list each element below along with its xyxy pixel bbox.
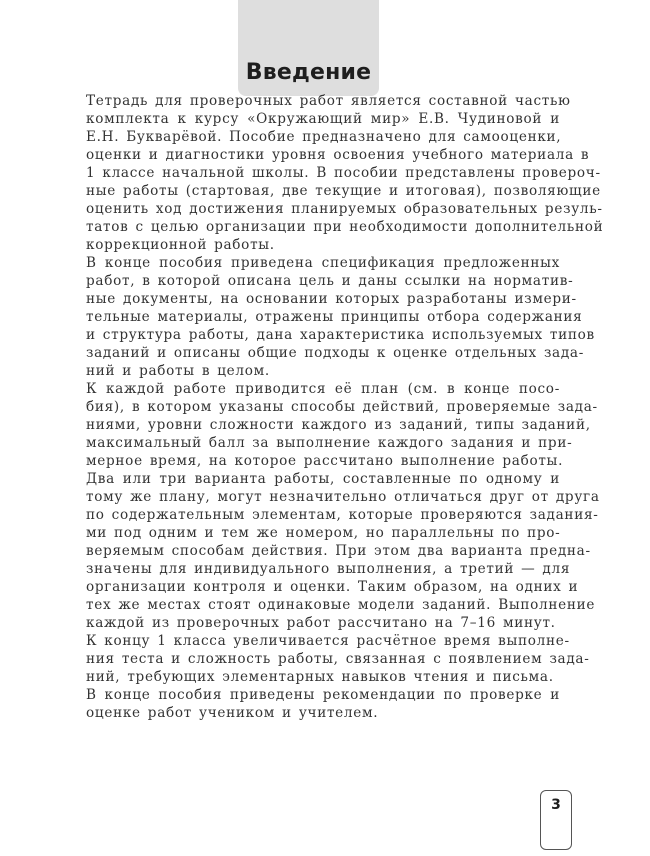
text-line: оценке работ учеником и учителем.: [86, 705, 379, 721]
text-line: каждой из проверочных работ рассчитано на 7–16 минут.: [86, 615, 556, 631]
text-line: оценить ход достижения планируемых образовательных резуль-: [86, 201, 603, 217]
text-line: комплекта к курсу «Окружающий мир» Е.В. Чудиновой и: [86, 111, 560, 127]
text-line: ные работы (стартовая, две текущие и итоговая), позволяющие: [86, 183, 601, 199]
page-title: Введение: [245, 60, 372, 85]
text-line: 1 классе начальной школы. В пособии представлены провероч-: [86, 165, 601, 181]
text-line: татов с целью организации при необходимости дополнительной: [86, 219, 604, 235]
text-line: В конце пособия приведены рекомендации по проверке и: [86, 687, 560, 703]
text-line: и структура работы, дана характеристика используемых типов: [86, 327, 595, 343]
paragraph-5: [64, 632, 590, 686]
text-line: организации контроля и оценки. Таким образом, на одних и: [86, 579, 579, 595]
text-line: Тетрадь для проверочных работ является составной частью: [86, 93, 571, 109]
text-line: К концу 1 класса увеличивается расчётное время выполне-: [86, 633, 570, 649]
body-text: [64, 92, 604, 722]
text-line: тому же плану, могут незначительно отличаться друг от друга: [86, 489, 600, 505]
text-line: веряемым способам действия. При этом два варианта предна-: [86, 543, 591, 559]
paragraph-4: [64, 470, 600, 632]
text-line: тех же местах стоят одинаковые модели заданий. Выполнение: [86, 597, 596, 613]
text-line: мерное время, на которое рассчитано выполнение работы.: [86, 453, 564, 469]
text-line: бия), в котором указаны способы действий, проверяемые зада-: [86, 399, 598, 415]
text-line: максимальный балл за выполнение каждого задания и при-: [86, 435, 573, 451]
text-line: Два или три варианта работы, составленные по одному и: [86, 471, 560, 487]
text-line: заданий и описаны общие подходы к оценке отдельных зада-: [86, 345, 585, 361]
text-line: коррекционной работы.: [86, 237, 275, 253]
text-line: работ, в которой описана цель и даны ссылки на норматив-: [86, 273, 574, 289]
paragraph-6: [64, 686, 560, 722]
text-line: ные документы, на основании которых разработаны измери-: [86, 291, 577, 307]
text-line: ний, требующих элементарных навыков чтения и письма.: [86, 669, 554, 685]
text-line: К каждой работе приводится её план (см. в конце посо-: [86, 381, 560, 397]
text-line: В конце пособия приведена спецификация предложенных: [86, 255, 560, 271]
text-line: ми под одним и тем же номером, но параллельны по про-: [86, 525, 561, 541]
text-line: ния теста и сложность работы, связанная с появлением зада-: [86, 651, 590, 667]
text-line: ниями, уровни сложности каждого из заданий, типы заданий,: [86, 417, 591, 433]
text-line: ний и работы в целом.: [86, 363, 270, 379]
page-number: 3: [551, 797, 561, 813]
title-tab: [238, 0, 379, 96]
text-line: тельные материалы, отражены принципы отбора содержания: [86, 309, 583, 325]
text-line: оценки и диагностики уровня освоения учебного материала в: [86, 147, 590, 163]
text-line: значены для индивидуального выполнения, а третий — для: [86, 561, 571, 577]
paragraph-2: [64, 254, 595, 380]
paragraph-3: [64, 380, 598, 470]
page-number-box: [540, 790, 572, 850]
paragraph-1: [64, 92, 604, 254]
text-line: Е.Н. Букварёвой. Пособие предназначено для самооценки,: [86, 129, 562, 145]
text-line: по содержательным элементам, которые проверяются задания-: [86, 507, 599, 523]
